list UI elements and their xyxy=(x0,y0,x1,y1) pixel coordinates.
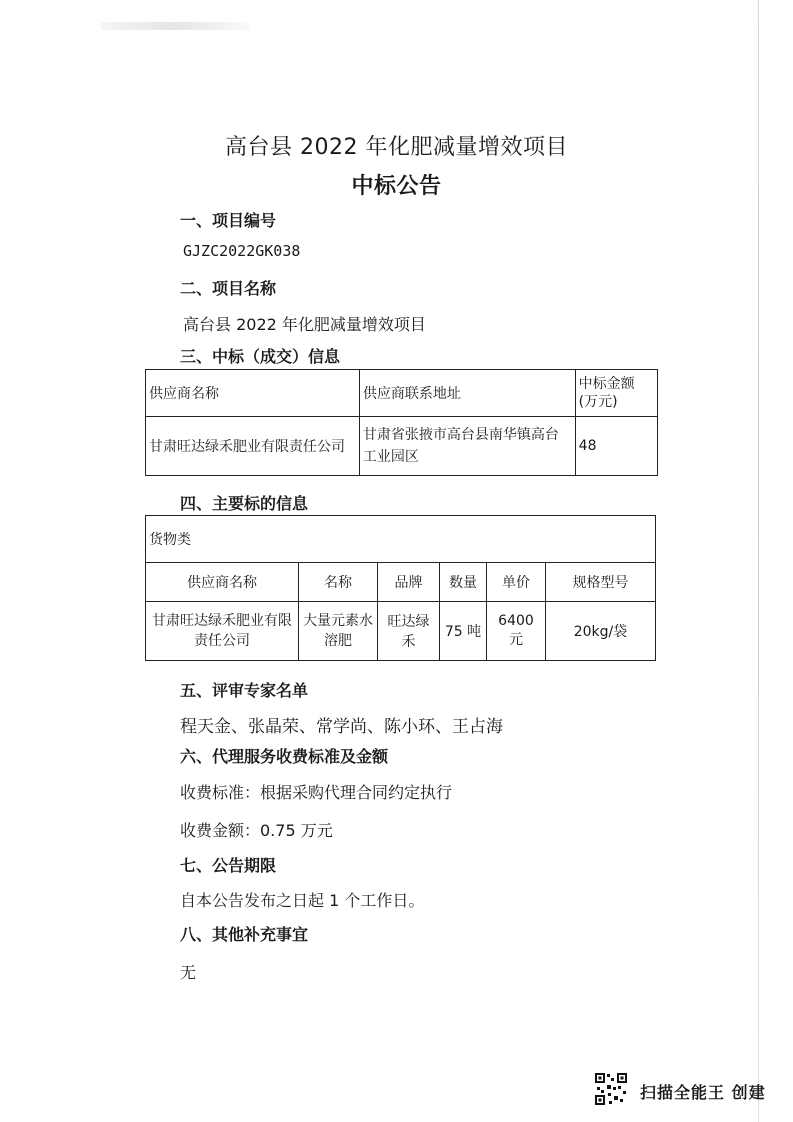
table-row xyxy=(146,417,658,476)
table-header-row xyxy=(146,370,658,417)
header-spec: 规格型号 xyxy=(546,563,656,602)
cell-price: 6400 元 xyxy=(487,602,546,661)
header-name: 名称 xyxy=(299,563,378,602)
cell-address xyxy=(359,417,575,476)
header-address: 供应商联系地址 xyxy=(359,370,575,417)
cell-supplier-line1: 甘肃旺达绿禾肥业有限 xyxy=(152,613,292,629)
table-row xyxy=(146,602,656,661)
cell-supplier xyxy=(146,602,299,661)
document-title: 高台县 2022 年化肥减量增效项目 xyxy=(225,135,568,160)
cell-name-line1: 大量元素水 xyxy=(303,613,373,629)
cell-brand: 旺达绿禾 xyxy=(378,602,440,661)
cell-name xyxy=(299,602,378,661)
cell-supplier-line2: 责任公司 xyxy=(194,633,250,649)
scan-smudge xyxy=(100,22,250,30)
fee-amount: 收费金额：0.75 万元 xyxy=(180,821,333,840)
cell-quantity: 75 吨 xyxy=(440,602,487,661)
goods-category: 货物类 xyxy=(146,516,656,563)
other-matters: 无 xyxy=(180,963,197,982)
document-subtitle: 中标公告 xyxy=(351,174,442,199)
section-heading-main-items: 四、主要标的信息 xyxy=(180,494,309,513)
goods-category-row xyxy=(146,516,656,563)
cell-supplier: 甘肃旺达绿禾肥业有限责任公司 xyxy=(146,417,360,476)
project-name: 高台县 2022 年化肥减量增效项目 xyxy=(183,315,426,334)
award-table xyxy=(145,369,658,476)
section-heading-experts: 五、评审专家名单 xyxy=(180,681,309,700)
section-heading-other: 八、其他补充事宜 xyxy=(180,925,309,944)
section-heading-project-name: 二、项目名称 xyxy=(180,279,277,298)
cell-spec: 20kg/袋 xyxy=(546,602,656,661)
cell-amount: 48 xyxy=(575,417,657,476)
section-heading-notice-period: 七、公告期限 xyxy=(180,856,277,875)
scanner-watermark: 扫描全能王 创建 xyxy=(640,1083,766,1102)
notice-period: 自本公告发布之日起 1 个工作日。 xyxy=(180,891,425,910)
section-heading-project-number: 一、项目编号 xyxy=(180,211,277,230)
fee-standard: 收费标准：根据采购代理合同约定执行 xyxy=(180,783,453,802)
cell-address-line1: 甘肃省张掖市高台县南华镇高台 xyxy=(362,427,559,443)
header-amount xyxy=(575,370,657,417)
header-price: 单价 xyxy=(487,563,546,602)
section-heading-award-info: 三、中标（成交）信息 xyxy=(180,347,341,366)
qr-code-icon xyxy=(594,1072,628,1106)
header-supplier: 供应商名称 xyxy=(146,370,360,417)
expert-list: 程天金、张晶荣、常学尚、陈小环、王占海 xyxy=(180,717,503,737)
cell-address-line2: 工业园区 xyxy=(362,449,419,465)
table-header-row xyxy=(146,563,656,602)
goods-table xyxy=(145,515,656,661)
header-amount-line1: 中标金额 xyxy=(578,376,635,392)
header-brand: 品牌 xyxy=(378,563,440,602)
cell-name-line2: 溶肥 xyxy=(324,633,352,649)
project-number: GJZC2022GK038 xyxy=(183,242,301,260)
section-heading-agency-fee: 六、代理服务收费标准及金额 xyxy=(180,747,389,766)
header-quantity: 数量 xyxy=(440,563,487,602)
header-supplier: 供应商名称 xyxy=(146,563,299,602)
header-amount-line2: (万元) xyxy=(578,394,618,410)
